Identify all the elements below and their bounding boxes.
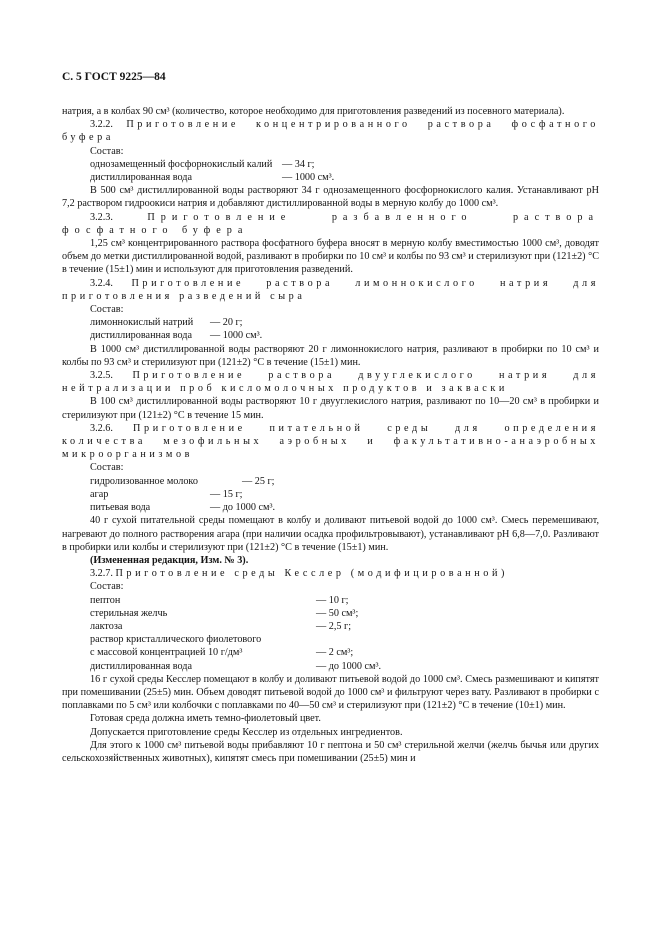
composition-item	[90, 633, 599, 646]
ingredient-amount: — 2,5 г;	[316, 620, 352, 632]
ingredient-amount: — 10 г;	[316, 594, 349, 606]
ingredient-amount: — 15 г;	[210, 488, 243, 500]
section-paragraph: Готовая среда должна иметь темно-фиолетовый цвет.	[90, 713, 321, 725]
section-paragraph: В 500 см³ дистиллированной воды растворяют 34 г однозамещенного фосфорнокислого калия. Устанавливают рН 7,2 раствором гидроокиси натрия и добавляют дистиллированной воды в мерную колбу до 1000 см³.	[62, 185, 599, 210]
ingredient-name: дистиллированная вода	[90, 330, 192, 342]
ingredient-amount: — 1000 см³.	[282, 172, 335, 184]
section-title: Приготовление концентрированного раствора фосфатного буфера	[62, 119, 599, 144]
composition-item	[90, 158, 599, 171]
composition-label: Состав:	[90, 581, 124, 593]
section-paragraph: Допускается приготовление среды Кесслер из отдельных ингредиентов.	[90, 726, 403, 738]
composition-label: Состав:	[90, 145, 124, 157]
composition-item	[90, 660, 599, 673]
page-header: С. 5 ГОСТ 9225—84	[62, 71, 166, 83]
ingredient-amount: — до 1000 см³.	[210, 502, 276, 514]
ingredient-name: лактоза	[90, 620, 123, 632]
ingredient-name: агар	[90, 488, 109, 500]
composition-item	[90, 501, 599, 514]
intro-paragraph: натрия, а в колбах 90 см³ (количество, которое необходимо для приготовления разведений из посевного материала).	[62, 106, 565, 117]
composition-item	[90, 316, 599, 329]
ingredient-amount: — 50 см³;	[316, 607, 359, 619]
section-number: 3.2.5.	[90, 370, 113, 382]
composition-label: Состав:	[90, 462, 124, 474]
section-paragraph: 40 г сухой питательной среды помещают в колбу и доливают питьевой водой до 1000 см³. Смесь перемешивают, нагревают до полного растворения агара (при наличии осадка профильтровывают), устанавливают рН 6,8—7,0. Разливают в пробирки или колбы и стерилизуют при (121±2) °С в течение (15±1) мин.	[62, 515, 599, 553]
composition-item	[90, 171, 599, 184]
section-number: 3.2.2.	[90, 119, 113, 131]
composition-item	[90, 646, 599, 659]
ingredient-name: пептон	[90, 594, 121, 606]
ingredient-name: лимоннокислый натрий	[90, 317, 194, 329]
section-paragraph: В 100 см³ дистиллированной воды растворяют 10 г двууглекислого натрия, разливают по 10—20 см³ в пробирки и стерилизуют при (121±2) °С в течение 15 мин.	[62, 396, 599, 421]
section-number: 3.2.6.	[90, 422, 113, 434]
composition-item	[90, 329, 599, 342]
ingredient-name: раствор кристаллического фиолетового	[90, 634, 262, 646]
section-title: Приготовление разбавленного раствора фосфатного буфера	[62, 211, 599, 236]
ingredient-name: стерильная желчь	[90, 607, 168, 619]
composition-item	[90, 475, 599, 488]
ingredient-name: с массовой концентрацией 10 г/дм³	[90, 647, 243, 659]
composition-item	[90, 488, 599, 501]
section-paragraph: Для этого к 1000 см³ питьевой воды прибавляют 10 г пептона и 50 см³ стерильной желчи (желчь бычья или других сельскохозяйственных животных), кипятят смесь при помешивании (25±5) мин и	[62, 739, 599, 764]
composition-label: Состав:	[90, 304, 124, 316]
section-paragraph: 16 г сухой среды Кесслер помещают в колбу и доливают питьевой водой до 1000 см³. Смесь размешивают и кипятят при помешивании (25±5) мин. Объем доводят питьевой водой до 1000 см³ и фильтруют через вату. Разливают в пробирки с поплавками по 5 см³ или колбочки с поплавками по 40—50 см³ и стерилизуют при (121±2) °С в течение (10±1) мин.	[62, 673, 599, 712]
section-number: 3.2.3.	[90, 211, 113, 223]
section-3-2-5-heading	[62, 369, 599, 395]
ingredient-name: однозамещенный фосфорнокислый калий	[90, 158, 273, 170]
section-title: Приготовление раствора лимоннокислого натрия для приготовления разведений сыра	[62, 277, 599, 302]
ingredient-name: дистиллированная вода	[90, 172, 192, 184]
section-title: Приготовление среды Кесслер (модифицированной)	[115, 568, 509, 580]
section-paragraph: В 1000 см³ дистиллированной воды растворяют 20 г лимоннокислого натрия, разливают в пробирки по 10 см³ и колбы по 93 см³ и стерилизуют при (121±2) °С в течение (15±1) мин.	[62, 343, 599, 368]
section-title: Приготовление раствора двууглекислого натрия для нейтрализации проб кисломолочных продуктов и закваски	[62, 370, 599, 395]
section-3-2-2-heading	[62, 118, 599, 144]
ingredient-amount: — 1000 см³.	[210, 330, 263, 342]
ingredient-name: питьевая вода	[90, 502, 151, 514]
composition-item	[90, 620, 599, 633]
ingredient-amount: — 2 см³;	[316, 647, 354, 659]
ingredient-amount: — 20 г;	[210, 317, 243, 329]
edition-note: (Измененная редакция, Изм. № 3).	[90, 554, 249, 566]
section-title: Приготовление питательной среды для определения количества мезофильных аэробных и факультативно-анаэробных микроорганизмов	[62, 422, 599, 461]
ingredient-amount: — до 1000 см³.	[316, 660, 382, 672]
ingredient-name: дистиллированная вода	[90, 660, 192, 672]
section-3-2-6-heading	[62, 422, 599, 462]
ingredient-amount: — 25 г;	[242, 475, 275, 487]
section-paragraph: 1,25 см³ концентрированного раствора фосфатного буфера вносят в мерную колбу вместимостью 1000 см³, доводят объем до метки дистиллированной водой, разливают в пробирки по 10 см³ и колбы по 93 см³ и стерилизуют при (121±2) °С в течение (15±1) мин и используют для приготовления разведений.	[62, 238, 599, 276]
section-3-2-3-heading	[62, 211, 599, 237]
ingredient-amount: — 34 г;	[282, 158, 315, 170]
section-number: 3.2.7.	[90, 568, 113, 580]
section-3-2-7-heading	[62, 567, 599, 580]
composition-item	[90, 607, 599, 620]
section-number: 3.2.4.	[90, 277, 113, 289]
section-3-2-4-heading	[62, 277, 599, 303]
ingredient-name: гидролизованное молоко	[90, 475, 198, 487]
composition-item	[90, 594, 599, 607]
